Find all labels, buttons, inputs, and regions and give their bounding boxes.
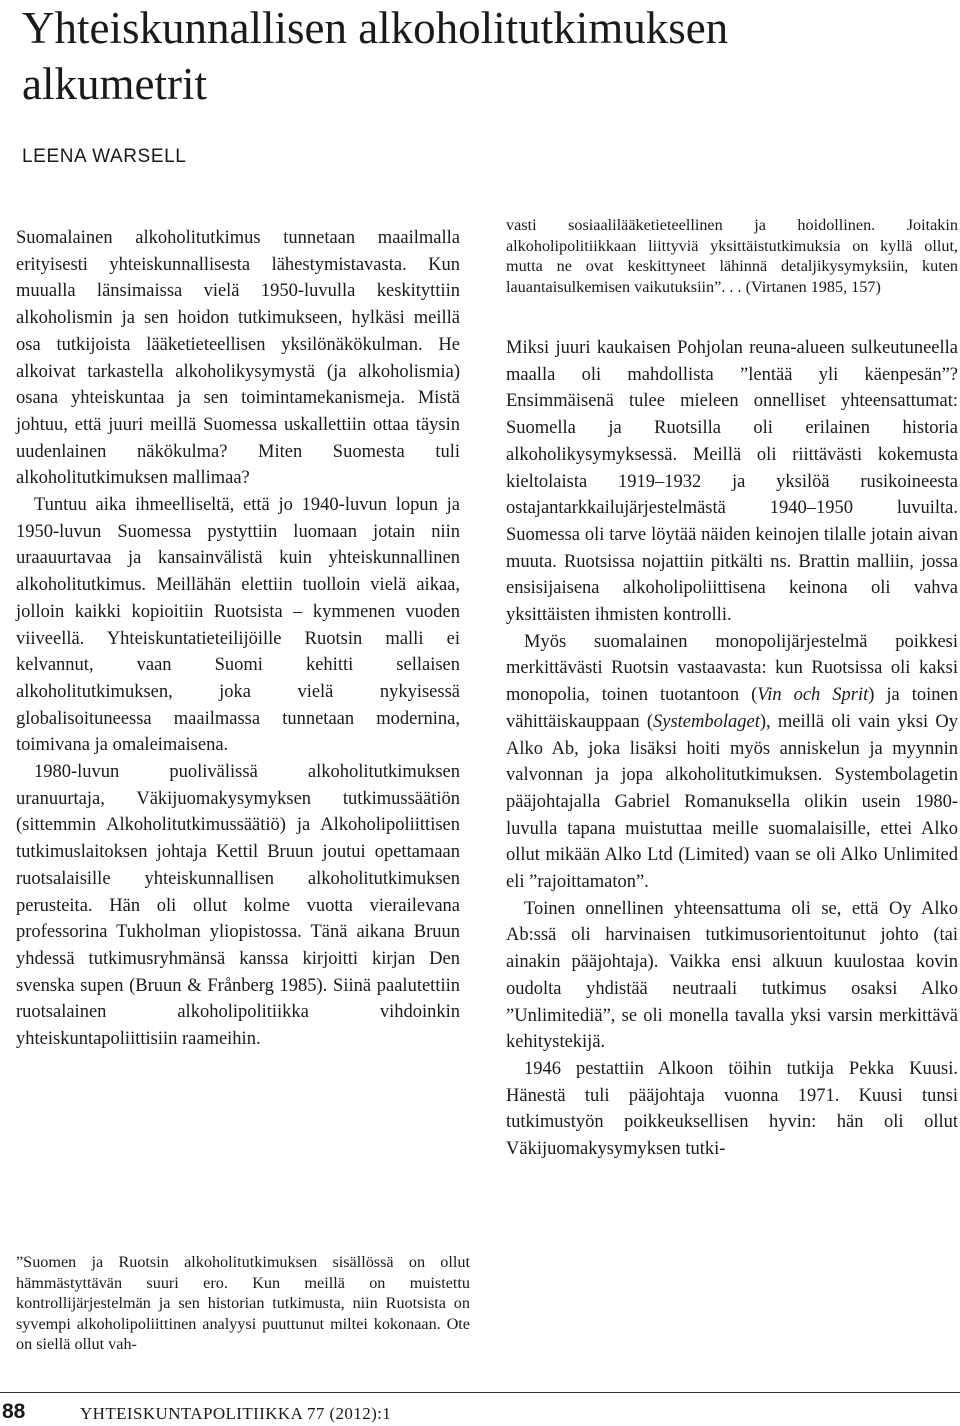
pull-quote: ”Suomen ja Ruotsin alkoholitutkimuksen sisällössä on ollut hämmästyttävän suuri ero. Kun meillä on muistettu kontrollijärjestelmän ja sen historian tutkimusta, niin Ruotsista on syvempi alkoholipoliittinen analyysi puuttunut miltei kokonaan. Ote on siellä ollut vah- bbox=[16, 1253, 470, 1353]
right-column bbox=[506, 215, 958, 1163]
body-paragraph: 1946 pestattiin Alkoon töihin tutkija Pekka Kuusi. Hänestä tuli pääjohtaja vuonna 1971. Kuusi tunsi tutkimustyön poikkeuksellisen hyvin: hän oli ollut Väkijuomakysymyksen tutki- bbox=[506, 1058, 958, 1160]
left-column bbox=[16, 225, 460, 1053]
text-run: ) ja toinen vähittäiskauppaan ( bbox=[506, 685, 958, 732]
footer-divider bbox=[0, 1392, 960, 1393]
journal-name: YHTEISKUNTAPOLITIIKKA 77 (2012):1 bbox=[80, 1404, 392, 1423]
italic-term: Vin och Sprit bbox=[757, 685, 869, 706]
body-paragraph: Toinen onnellinen yhteensattuma oli se, että Oy Alko Ab:ssä oli harvinaisen tutkimusorientoitunut johto (tai ainakin pääjohtaja). Vaikka ensi alkuun kuulostaa kovin oudolta yhdistää neutraali tutkimus osaksi Alko ”Unlimitediä”, se oli monella tavalla yksi varsin merkittävä kehitystekijä. bbox=[506, 898, 958, 1053]
body-paragraph: 1980-luvun puolivälissä alkoholitutkimuksen uranuurtaja, Väkijuomakysymyksen tutkimussäätiön (sittemmin Alkoholitutkimussäätiö) ja Alkoholipoliittisen tutkimuslaitoksen johtaja Kettil Bruun joutui opettamaan ruotsalaisille yhteiskunnallisen alkoholitutkimuksen perusteita. Hän oli ollut kolme vuotta vierailevana professorina Tukholman yliopistossa. Tänä aikana Bruun yhdessä tutkimusryhmänsä kanssa kirjoitti kirjan Den svenska supen (Bruun & Frånberg 1985). Siinä paalutettiin ruotsalainen alkoholipolitiikka vihdoinkin yhteiskuntapoliittisiin raameihin. bbox=[16, 762, 460, 1050]
italic-term: Systembolaget bbox=[652, 711, 760, 732]
body-paragraph: Miksi juuri kaukaisen Pohjolan reuna-alueen sulkeutuneella maalla oli mahdollista ”lentää yli käenpesän”? Ensimmäisenä tulee mieleen onnelliset yhteensattumat: Suomella ja Ruotsilla oli erilainen historia alkoholikysymyksessä. Meillä oli riittävästi kokemusta kieltolaista 1919–1932 ja yksilöä rusikoineesta ostajantarkkailujärjestelmästä 1940–1950 luvuilta. Suomessa oli tarve löytää näiden keinojen tilalle jotain aivan muuta. Ruotsissa nojattiin pitkälti ns. Brattin malliin, jossa ensisijaisena alkoholipoliittisena keinona oli vahva yksittäisten ihmisten kontrolli. bbox=[506, 338, 958, 626]
text-run: ), meillä oli vain yksi Oy Alko Ab, joka lisäksi hoiti myös anniskelun ja myynnin valvonnan ja jopa alkoholitutkimuksen. Systembolagetin pääjohtajalla Gabriel Romanuksella olikin usein 1980-luvulla tapana muistuttaa meille suomalaisille, ettei Alko ollut mikään Alko Ltd (Limited) vaan se oli Alko Unlimited eli ”rajoittamaton”. bbox=[506, 711, 958, 893]
body-paragraph: Suomalainen alkoholitutkimus tunnetaan maailmalla erityisesti yhteiskunnallisesta lähestymistavasta. Kun muualla länsimaissa vielä 1950-luvulla keskityttiin alkoholismin ja sen hoidon tutkimukseen, hylkäsi meillä osa tutkijoista lääketieteellisen yksilönäkökulman. He alkoivat tarkastella alkoholikysymystä (ja alkoholismia) osana yhteiskuntaa ja sen toimintamekanismeja. Mistä johtuu, että juuri meillä Suomessa uskallettiin ottaa täysin uudenlainen näkökulma? Miten Suomesta tuli alkoholitutkimuksen mallimaa? bbox=[16, 228, 460, 489]
body-paragraph bbox=[506, 629, 958, 896]
article-title: Yhteiskunnallisen alkoholitutkimuksen alkumetrit bbox=[22, 3, 729, 109]
pull-quote-continuation: vasti sosiaalilääketieteellinen ja hoidollinen. Joitakin alkoholipolitiikkaan liittyviä yksittäistutkimuksia on kyllä ollut, mutta ne ovat keskittyneet lähinnä detaljikysymyksiin, kuten lauantaisulkemisen vaikutuksiin”. . . (Virtanen 1985, 157) bbox=[506, 216, 958, 296]
body-paragraph: Tuntuu aika ihmeelliseltä, että jo 1940-luvun lopun ja 1950-luvun Suomessa pystyttiin luomaan jotain niin uraauurtavaa ja kansainvälistä kuin yhteiskunnallinen alkoholitutkimus. Meillähän elettiin tuolloin vielä aikaa, jolloin kaikki kopioitiin Ruotsista – kymmenen vuoden viiveellä. Yhteiskuntatieteilijöille Ruotsin malli ei kelvannut, vaan Suomi kehitti sellaisen alkoholitutkimuksen, joka vielä nykyisessä globalisoituneessa maailmassa tunnetaan modernina, toimivana ja omaleimaisena. bbox=[16, 495, 460, 756]
article-author: LEENA WARSELL bbox=[22, 146, 187, 167]
page-number: 88 bbox=[2, 1400, 26, 1423]
text-run: Myös suomalainen monopolijärjestelmä poikkesi merkittävästi Ruotsin vastaavasta: kun Ruotsissa oli kaksi monopolia, toinen tuotantoon ( bbox=[506, 631, 958, 706]
